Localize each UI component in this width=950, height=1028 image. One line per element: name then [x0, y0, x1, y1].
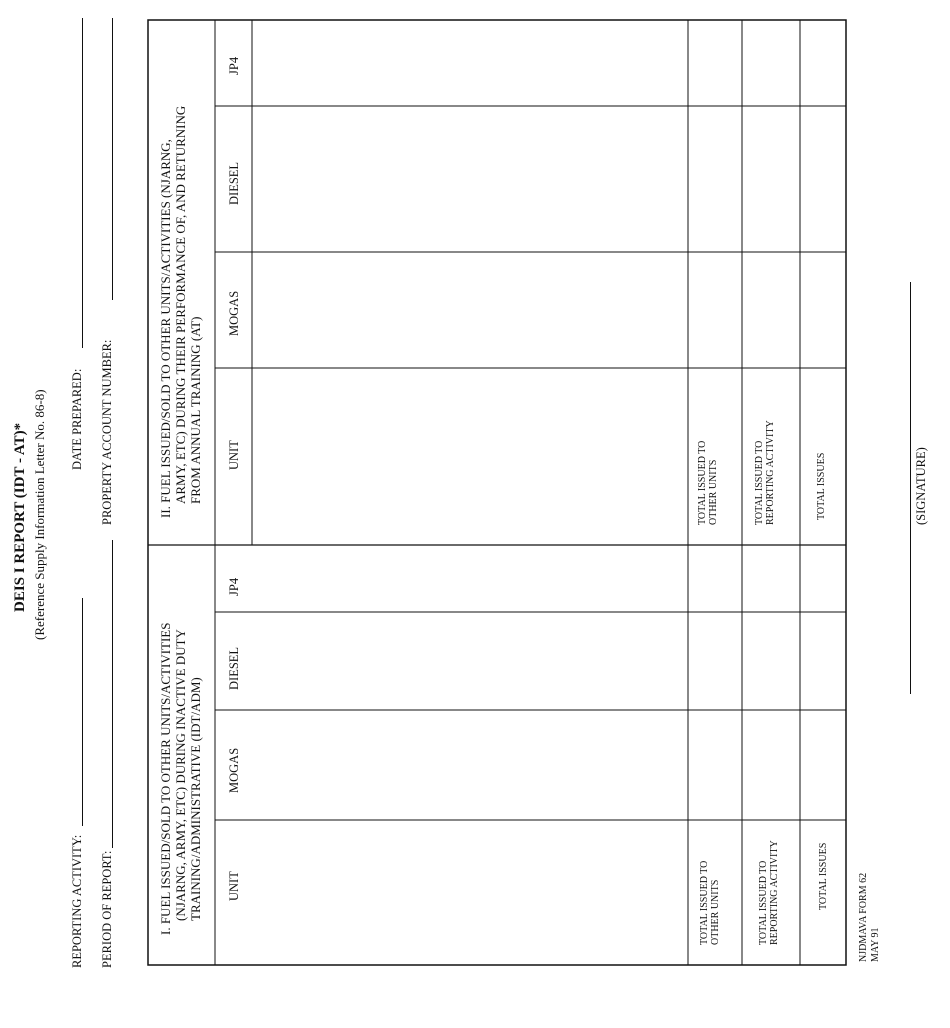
section2-total-issues — [816, 453, 827, 520]
section1-col-unit: UNIT — [227, 871, 241, 901]
form-number-block — [858, 873, 882, 962]
section1-header-line: TRAINING/ADMINISTRATIVE (IDT/ADM) — [188, 677, 203, 921]
form-date: MAY 91 — [870, 927, 881, 962]
section1-col-diesel: DIESEL — [227, 646, 241, 690]
section1-total-reporting-activity — [758, 840, 780, 945]
section1-col-mogas: MOGAS — [227, 747, 241, 793]
section2-total-other-units — [697, 441, 719, 525]
property-account-number-label: PROPERTY ACCOUNT NUMBER: — [100, 339, 114, 525]
signature-field[interactable] — [910, 282, 911, 694]
total-label-line: TOTAL ISSUED TO — [754, 440, 765, 525]
total-label-line: TOTAL ISSUED TO — [697, 440, 708, 525]
total-label-line: REPORTING ACTIVITY — [769, 840, 780, 945]
section1-total-other-units — [699, 861, 721, 945]
section2-header-line: ARMY, ETC) DURING THEIR PERFORMANCE OF, AND RETURNING — [173, 105, 188, 504]
section2-header — [158, 106, 203, 518]
section2-col-jp4: JP4 — [227, 56, 241, 75]
section2-header-line: FROM ANNUAL TRAINING (AT) — [188, 316, 203, 504]
section1-header — [158, 623, 203, 935]
section2-col-diesel: DIESEL — [227, 161, 241, 205]
section2-col-mogas: MOGAS — [227, 290, 241, 336]
total-label-line: TOTAL ISSUED TO — [699, 860, 710, 945]
form-title: DEIS I REPORT (IDT - AT)* — [12, 422, 28, 612]
section1-col-jp4: JP4 — [227, 577, 241, 596]
section2-total-reporting-activity — [754, 420, 776, 525]
total-label-line: OTHER UNITS — [710, 879, 721, 945]
total-label-line: TOTAL ISSUED TO — [758, 860, 769, 945]
section1-header-line: (NJARNG, ARMY, ETC) DURING INACTIVE DUTY — [173, 629, 188, 921]
period-of-report-label: PERIOD OF REPORT: — [100, 850, 114, 968]
table-border — [148, 20, 846, 965]
reporting-activity-label: REPORTING ACTIVITY: — [70, 834, 84, 968]
total-label-line: REPORTING ACTIVITY — [765, 420, 776, 525]
section1-total-issues — [818, 843, 829, 910]
section1-header-line: I. FUEL ISSUED/SOLD TO OTHER UNITS/ACTIVITIES — [158, 622, 173, 935]
section2-header-line: II. FUEL ISSUED/SOLD TO OTHER UNITS/ACTIVITIES (NJARNG, — [158, 139, 173, 518]
signature-label: (SIGNATURE) — [914, 447, 928, 525]
total-label-line: OTHER UNITS — [708, 459, 719, 525]
date-prepared-label: DATE PREPARED: — [70, 368, 84, 470]
form-subtitle: (Reference Supply Information Letter No. 86-8) — [32, 389, 47, 640]
total-label-line: TOTAL ISSUES — [816, 452, 827, 520]
section2-col-unit: UNIT — [227, 440, 241, 470]
total-label-line: TOTAL ISSUES — [818, 842, 829, 910]
form-number: NJDMAVA FORM 62 — [858, 872, 869, 962]
